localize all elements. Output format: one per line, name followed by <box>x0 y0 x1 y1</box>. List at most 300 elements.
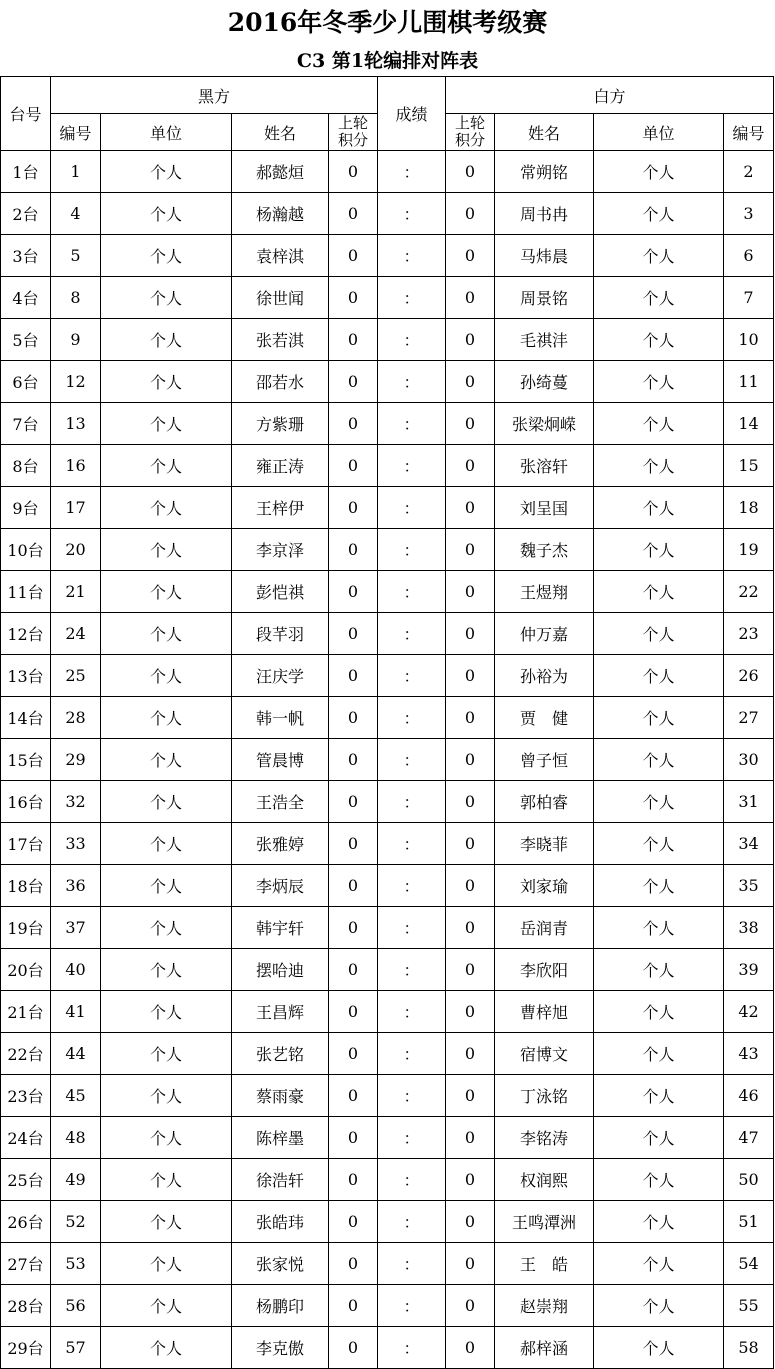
black-no-cell: 13 <box>51 403 101 445</box>
black-no-cell: 24 <box>51 613 101 655</box>
result-cell: ： <box>378 193 446 235</box>
table-row <box>1 193 774 235</box>
black-score-cell: 0 <box>329 1117 378 1159</box>
black-no-cell: 8 <box>51 277 101 319</box>
black-name-cell: 陈梓墨 <box>232 1117 329 1159</box>
black-score-cell: 0 <box>329 319 378 361</box>
table-row <box>1 781 774 823</box>
black-name-cell: 张艺铭 <box>232 1033 329 1075</box>
white-name-cell: 魏子杰 <box>495 529 594 571</box>
result-cell: ： <box>378 445 446 487</box>
white-name-cell: 贾 健 <box>495 697 594 739</box>
white-score-cell: 0 <box>446 865 495 907</box>
white-no-cell: 11 <box>724 361 774 403</box>
black-no-cell: 33 <box>51 823 101 865</box>
black-unit-cell: 个人 <box>101 865 232 907</box>
black-no-cell: 20 <box>51 529 101 571</box>
table-no-cell: 12台 <box>1 613 51 655</box>
black-no-cell: 21 <box>51 571 101 613</box>
result-cell: ： <box>378 781 446 823</box>
table-row <box>1 235 774 277</box>
black-unit-cell: 个人 <box>101 487 232 529</box>
black-score-cell: 0 <box>329 781 378 823</box>
header-white-prev-score: 上轮 积分 <box>446 114 495 151</box>
white-no-cell: 34 <box>724 823 774 865</box>
result-cell: ： <box>378 403 446 445</box>
table-no-cell: 11台 <box>1 571 51 613</box>
white-no-cell: 43 <box>724 1033 774 1075</box>
result-cell: ： <box>378 991 446 1033</box>
white-no-cell: 46 <box>724 1075 774 1117</box>
white-unit-cell: 个人 <box>594 1243 724 1285</box>
result-cell: ： <box>378 1033 446 1075</box>
black-name-cell: 徐世闻 <box>232 277 329 319</box>
white-name-cell: 刘呈国 <box>495 487 594 529</box>
result-cell: ： <box>378 529 446 571</box>
result-cell: ： <box>378 1243 446 1285</box>
white-score-cell: 0 <box>446 403 495 445</box>
black-name-cell: 王浩全 <box>232 781 329 823</box>
white-name-cell: 王鸣潭洲 <box>495 1201 594 1243</box>
header-table-no: 台号 <box>1 77 51 151</box>
black-score-cell: 0 <box>329 193 378 235</box>
table-row <box>1 1285 774 1327</box>
table-no-cell: 28台 <box>1 1285 51 1327</box>
table-no-cell: 27台 <box>1 1243 51 1285</box>
black-no-cell: 48 <box>51 1117 101 1159</box>
table-row <box>1 1327 774 1369</box>
header-white-unit: 单位 <box>594 114 724 151</box>
table-no-cell: 22台 <box>1 1033 51 1075</box>
table-no-cell: 18台 <box>1 865 51 907</box>
table-row <box>1 1201 774 1243</box>
white-score-cell: 0 <box>446 571 495 613</box>
white-unit-cell: 个人 <box>594 487 724 529</box>
black-name-cell: 管晨博 <box>232 739 329 781</box>
result-cell: ： <box>378 361 446 403</box>
black-score-cell: 0 <box>329 445 378 487</box>
white-no-cell: 39 <box>724 949 774 991</box>
table-row <box>1 739 774 781</box>
white-score-cell: 0 <box>446 151 495 193</box>
black-no-cell: 57 <box>51 1327 101 1369</box>
table-row <box>1 277 774 319</box>
white-no-cell: 3 <box>724 193 774 235</box>
white-score-cell: 0 <box>446 949 495 991</box>
table-row <box>1 991 774 1033</box>
black-name-cell: 郝懿烜 <box>232 151 329 193</box>
black-no-cell: 9 <box>51 319 101 361</box>
white-unit-cell: 个人 <box>594 1033 724 1075</box>
result-cell: ： <box>378 235 446 277</box>
white-no-cell: 22 <box>724 571 774 613</box>
black-name-cell: 方紫珊 <box>232 403 329 445</box>
table-no-cell: 25台 <box>1 1159 51 1201</box>
result-cell: ： <box>378 1117 446 1159</box>
black-no-cell: 16 <box>51 445 101 487</box>
black-unit-cell: 个人 <box>101 781 232 823</box>
white-name-cell: 曹梓旭 <box>495 991 594 1033</box>
black-name-cell: 王昌辉 <box>232 991 329 1033</box>
table-no-cell: 8台 <box>1 445 51 487</box>
result-cell: ： <box>378 151 446 193</box>
black-score-cell: 0 <box>329 277 378 319</box>
white-no-cell: 58 <box>724 1327 774 1369</box>
black-score-cell: 0 <box>329 1285 378 1327</box>
header-white-no: 编号 <box>724 114 774 151</box>
white-unit-cell: 个人 <box>594 277 724 319</box>
black-name-cell: 李京泽 <box>232 529 329 571</box>
black-score-cell: 0 <box>329 151 378 193</box>
black-unit-cell: 个人 <box>101 193 232 235</box>
table-no-cell: 16台 <box>1 781 51 823</box>
white-score-cell: 0 <box>446 361 495 403</box>
white-score-cell: 0 <box>446 991 495 1033</box>
black-name-cell: 王梓伊 <box>232 487 329 529</box>
white-score-cell: 0 <box>446 445 495 487</box>
table-row <box>1 1159 774 1201</box>
black-no-cell: 40 <box>51 949 101 991</box>
result-cell: ： <box>378 1285 446 1327</box>
black-score-cell: 0 <box>329 1201 378 1243</box>
white-unit-cell: 个人 <box>594 361 724 403</box>
result-cell: ： <box>378 319 446 361</box>
black-no-cell: 52 <box>51 1201 101 1243</box>
table-no-cell: 15台 <box>1 739 51 781</box>
black-score-cell: 0 <box>329 1075 378 1117</box>
white-score-cell: 0 <box>446 907 495 949</box>
black-name-cell: 段芊羽 <box>232 613 329 655</box>
white-unit-cell: 个人 <box>594 235 724 277</box>
black-unit-cell: 个人 <box>101 1201 232 1243</box>
white-unit-cell: 个人 <box>594 907 724 949</box>
black-name-cell: 张雅婷 <box>232 823 329 865</box>
white-score-cell: 0 <box>446 1159 495 1201</box>
header-black: 黑方 <box>51 77 378 114</box>
black-name-cell: 韩一帆 <box>232 697 329 739</box>
black-score-cell: 0 <box>329 529 378 571</box>
table-no-cell: 5台 <box>1 319 51 361</box>
white-name-cell: 张梁炯嵘 <box>495 403 594 445</box>
black-unit-cell: 个人 <box>101 1033 232 1075</box>
table-no-cell: 2台 <box>1 193 51 235</box>
black-unit-cell: 个人 <box>101 655 232 697</box>
white-name-cell: 常朔铭 <box>495 151 594 193</box>
black-unit-cell: 个人 <box>101 151 232 193</box>
black-unit-cell: 个人 <box>101 1243 232 1285</box>
white-name-cell: 李晓菲 <box>495 823 594 865</box>
black-unit-cell: 个人 <box>101 1327 232 1369</box>
white-score-cell: 0 <box>446 613 495 655</box>
white-score-cell: 0 <box>446 1033 495 1075</box>
white-unit-cell: 个人 <box>594 739 724 781</box>
table-row <box>1 655 774 697</box>
black-name-cell: 张若淇 <box>232 319 329 361</box>
black-unit-cell: 个人 <box>101 529 232 571</box>
table-no-cell: 14台 <box>1 697 51 739</box>
white-unit-cell: 个人 <box>594 445 724 487</box>
white-name-cell: 马炜晨 <box>495 235 594 277</box>
white-unit-cell: 个人 <box>594 1327 724 1369</box>
table-no-cell: 13台 <box>1 655 51 697</box>
black-unit-cell: 个人 <box>101 907 232 949</box>
white-no-cell: 2 <box>724 151 774 193</box>
black-name-cell: 李克傲 <box>232 1327 329 1369</box>
white-name-cell: 郝梓涵 <box>495 1327 594 1369</box>
black-unit-cell: 个人 <box>101 445 232 487</box>
white-unit-cell: 个人 <box>594 1159 724 1201</box>
black-name-cell: 张家悦 <box>232 1243 329 1285</box>
black-score-cell: 0 <box>329 1327 378 1369</box>
black-score-cell: 0 <box>329 361 378 403</box>
black-unit-cell: 个人 <box>101 949 232 991</box>
table-no-cell: 21台 <box>1 991 51 1033</box>
table-row <box>1 1117 774 1159</box>
black-name-cell: 张皓玮 <box>232 1201 329 1243</box>
table-no-cell: 9台 <box>1 487 51 529</box>
white-score-cell: 0 <box>446 823 495 865</box>
white-score-cell: 0 <box>446 739 495 781</box>
black-score-cell: 0 <box>329 487 378 529</box>
white-name-cell: 仲万嘉 <box>495 613 594 655</box>
black-name-cell: 邵若水 <box>232 361 329 403</box>
white-no-cell: 7 <box>724 277 774 319</box>
white-name-cell: 周书冉 <box>495 193 594 235</box>
white-name-cell: 王煜翔 <box>495 571 594 613</box>
white-no-cell: 31 <box>724 781 774 823</box>
result-cell: ： <box>378 697 446 739</box>
white-unit-cell: 个人 <box>594 697 724 739</box>
black-unit-cell: 个人 <box>101 1159 232 1201</box>
table-no-cell: 10台 <box>1 529 51 571</box>
white-unit-cell: 个人 <box>594 403 724 445</box>
white-unit-cell: 个人 <box>594 991 724 1033</box>
black-no-cell: 4 <box>51 193 101 235</box>
table-row <box>1 529 774 571</box>
black-name-cell: 杨瀚越 <box>232 193 329 235</box>
black-score-cell: 0 <box>329 655 378 697</box>
white-no-cell: 27 <box>724 697 774 739</box>
white-unit-cell: 个人 <box>594 571 724 613</box>
black-unit-cell: 个人 <box>101 697 232 739</box>
table-row <box>1 697 774 739</box>
black-no-cell: 41 <box>51 991 101 1033</box>
black-name-cell: 摆哈迪 <box>232 949 329 991</box>
black-unit-cell: 个人 <box>101 571 232 613</box>
white-unit-cell: 个人 <box>594 151 724 193</box>
table-row <box>1 571 774 613</box>
table-row <box>1 151 774 193</box>
black-score-cell: 0 <box>329 865 378 907</box>
table-row <box>1 1033 774 1075</box>
white-no-cell: 18 <box>724 487 774 529</box>
header-result: 成绩 <box>378 77 446 151</box>
result-cell: ： <box>378 655 446 697</box>
result-cell: ： <box>378 739 446 781</box>
black-score-cell: 0 <box>329 697 378 739</box>
white-no-cell: 14 <box>724 403 774 445</box>
table-row <box>1 487 774 529</box>
black-no-cell: 25 <box>51 655 101 697</box>
white-no-cell: 50 <box>724 1159 774 1201</box>
black-no-cell: 1 <box>51 151 101 193</box>
white-unit-cell: 个人 <box>594 1201 724 1243</box>
black-unit-cell: 个人 <box>101 991 232 1033</box>
black-no-cell: 53 <box>51 1243 101 1285</box>
black-name-cell: 杨鹏印 <box>232 1285 329 1327</box>
black-score-cell: 0 <box>329 235 378 277</box>
black-unit-cell: 个人 <box>101 739 232 781</box>
white-unit-cell: 个人 <box>594 193 724 235</box>
white-score-cell: 0 <box>446 1075 495 1117</box>
white-unit-cell: 个人 <box>594 655 724 697</box>
table-no-cell: 20台 <box>1 949 51 991</box>
result-cell: ： <box>378 949 446 991</box>
black-name-cell: 汪庆学 <box>232 655 329 697</box>
white-score-cell: 0 <box>446 781 495 823</box>
white-no-cell: 6 <box>724 235 774 277</box>
black-no-cell: 56 <box>51 1285 101 1327</box>
white-no-cell: 15 <box>724 445 774 487</box>
black-no-cell: 45 <box>51 1075 101 1117</box>
black-score-cell: 0 <box>329 739 378 781</box>
white-unit-cell: 个人 <box>594 613 724 655</box>
white-score-cell: 0 <box>446 697 495 739</box>
black-score-cell: 0 <box>329 403 378 445</box>
white-name-cell: 李欣阳 <box>495 949 594 991</box>
result-cell: ： <box>378 907 446 949</box>
table-no-cell: 6台 <box>1 361 51 403</box>
white-unit-cell: 个人 <box>594 823 724 865</box>
white-no-cell: 42 <box>724 991 774 1033</box>
white-name-cell: 宿博文 <box>495 1033 594 1075</box>
white-score-cell: 0 <box>446 655 495 697</box>
white-no-cell: 30 <box>724 739 774 781</box>
white-no-cell: 23 <box>724 613 774 655</box>
header-black-unit: 单位 <box>101 114 232 151</box>
table-row <box>1 445 774 487</box>
black-unit-cell: 个人 <box>101 613 232 655</box>
white-score-cell: 0 <box>446 1243 495 1285</box>
white-name-cell: 丁泳铭 <box>495 1075 594 1117</box>
white-unit-cell: 个人 <box>594 1075 724 1117</box>
white-name-cell: 孙绮蔓 <box>495 361 594 403</box>
table-no-cell: 23台 <box>1 1075 51 1117</box>
result-cell: ： <box>378 277 446 319</box>
table-no-cell: 17台 <box>1 823 51 865</box>
white-name-cell: 张溶轩 <box>495 445 594 487</box>
white-score-cell: 0 <box>446 1117 495 1159</box>
black-no-cell: 28 <box>51 697 101 739</box>
white-name-cell: 王 皓 <box>495 1243 594 1285</box>
page-title: 2016年冬季少儿围棋考级赛 <box>227 8 548 37</box>
black-unit-cell: 个人 <box>101 1075 232 1117</box>
white-unit-cell: 个人 <box>594 865 724 907</box>
result-cell: ： <box>378 487 446 529</box>
white-name-cell: 郭柏睿 <box>495 781 594 823</box>
black-name-cell: 彭恺祺 <box>232 571 329 613</box>
result-cell: ： <box>378 823 446 865</box>
black-name-cell: 蔡雨豪 <box>232 1075 329 1117</box>
white-unit-cell: 个人 <box>594 1285 724 1327</box>
white-score-cell: 0 <box>446 487 495 529</box>
white-unit-cell: 个人 <box>594 319 724 361</box>
black-score-cell: 0 <box>329 1159 378 1201</box>
header-black-name: 姓名 <box>232 114 329 151</box>
white-no-cell: 10 <box>724 319 774 361</box>
white-score-cell: 0 <box>446 1201 495 1243</box>
black-no-cell: 32 <box>51 781 101 823</box>
white-name-cell: 毛祺沣 <box>495 319 594 361</box>
white-no-cell: 51 <box>724 1201 774 1243</box>
table-row <box>1 949 774 991</box>
white-no-cell: 55 <box>724 1285 774 1327</box>
white-score-cell: 0 <box>446 277 495 319</box>
black-no-cell: 37 <box>51 907 101 949</box>
white-name-cell: 刘家瑜 <box>495 865 594 907</box>
table-row <box>1 1243 774 1285</box>
result-cell: ： <box>378 865 446 907</box>
black-name-cell: 徐浩轩 <box>232 1159 329 1201</box>
black-name-cell: 李炳辰 <box>232 865 329 907</box>
black-unit-cell: 个人 <box>101 403 232 445</box>
table-row <box>1 613 774 655</box>
table-no-cell: 3台 <box>1 235 51 277</box>
black-no-cell: 17 <box>51 487 101 529</box>
header-black-prev-score: 上轮 积分 <box>329 114 378 151</box>
result-cell: ： <box>378 613 446 655</box>
black-score-cell: 0 <box>329 1243 378 1285</box>
table-row <box>1 907 774 949</box>
pairing-table <box>0 76 774 1369</box>
white-name-cell: 周景铭 <box>495 277 594 319</box>
table-row <box>1 823 774 865</box>
table-row <box>1 865 774 907</box>
black-score-cell: 0 <box>329 571 378 613</box>
table-no-cell: 26台 <box>1 1201 51 1243</box>
white-score-cell: 0 <box>446 1285 495 1327</box>
white-unit-cell: 个人 <box>594 1117 724 1159</box>
header-white: 白方 <box>446 77 774 114</box>
white-name-cell: 孙裕为 <box>495 655 594 697</box>
white-score-cell: 0 <box>446 235 495 277</box>
black-score-cell: 0 <box>329 949 378 991</box>
white-no-cell: 38 <box>724 907 774 949</box>
black-unit-cell: 个人 <box>101 235 232 277</box>
white-name-cell: 李铭涛 <box>495 1117 594 1159</box>
white-no-cell: 54 <box>724 1243 774 1285</box>
black-no-cell: 36 <box>51 865 101 907</box>
black-name-cell: 袁梓淇 <box>232 235 329 277</box>
black-unit-cell: 个人 <box>101 823 232 865</box>
white-name-cell: 赵崇翔 <box>495 1285 594 1327</box>
table-no-cell: 7台 <box>1 403 51 445</box>
black-no-cell: 5 <box>51 235 101 277</box>
black-unit-cell: 个人 <box>101 277 232 319</box>
white-name-cell: 曾子恒 <box>495 739 594 781</box>
white-score-cell: 0 <box>446 529 495 571</box>
table-row <box>1 1075 774 1117</box>
white-score-cell: 0 <box>446 193 495 235</box>
header-black-no: 编号 <box>51 114 101 151</box>
black-score-cell: 0 <box>329 823 378 865</box>
black-no-cell: 29 <box>51 739 101 781</box>
black-no-cell: 49 <box>51 1159 101 1201</box>
table-header <box>1 77 774 151</box>
white-name-cell: 岳润青 <box>495 907 594 949</box>
white-unit-cell: 个人 <box>594 949 724 991</box>
white-name-cell: 权润熙 <box>495 1159 594 1201</box>
